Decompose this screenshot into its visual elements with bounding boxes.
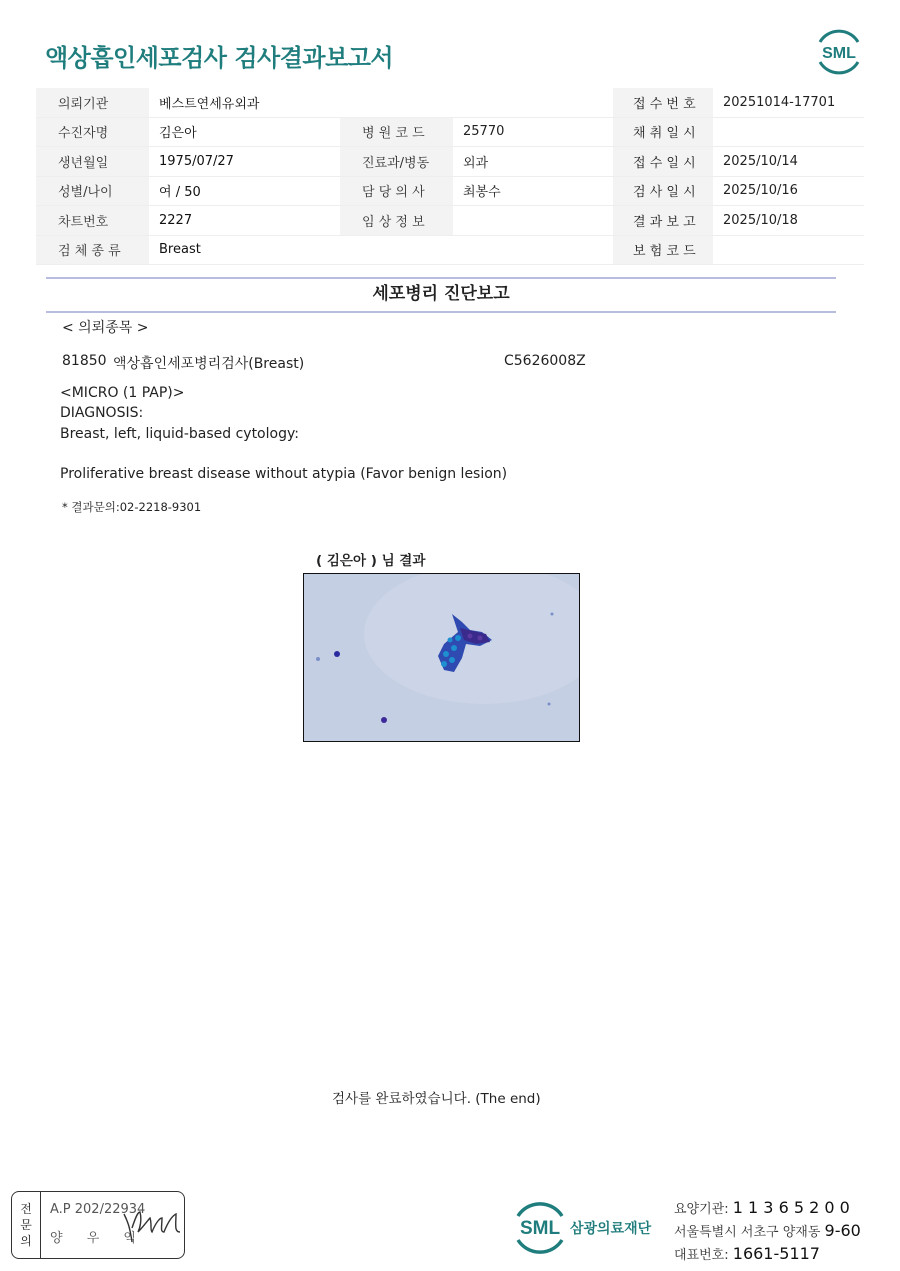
address-value: 9-60 [824,1221,861,1240]
test-name: 액상흡인세포병리검사(Breast) [113,356,305,372]
info-label: 수진자명 [36,117,149,147]
info-value: 2025/10/18 [713,206,864,236]
table-row [36,206,864,236]
info-value: 베스트연세유외과 [149,88,613,117]
table-row [36,176,864,206]
info-value: 김은아 [149,117,340,147]
info-label: 검 체 종 류 [36,235,149,265]
info-value: 최봉수 [453,176,613,206]
institution-code-label: 요양기관: [674,1202,729,1217]
test-code: 81850 [62,353,107,369]
info-label: 병 원 코 드 [340,117,453,147]
table-row [36,235,864,265]
sml-logo-top-text: SML [822,45,856,62]
info-value: 여 / 50 [149,176,340,206]
end-text: 검사를 완료하였습니다. (The end) [332,1091,541,1107]
phone [674,1244,820,1263]
info-label: 결 과 보 고 [613,206,713,236]
report-title: 액상흡인세포검사 검사결과보고서 [45,44,394,72]
sml-logo-bottom [510,1198,570,1256]
section-title: 세포병리 진단보고 [46,277,836,313]
sml-logo-top [812,28,866,76]
sml-logo-bottom-text: SML [519,1218,561,1239]
stamp-side-label [12,1192,41,1258]
info-value: 1975/07/27 [149,147,340,177]
stamp-side-char: 문 [20,1218,32,1232]
request-heading: < 의뢰종목 > [62,320,149,336]
info-value: 20251014-17701 [713,88,864,117]
info-value [713,235,864,265]
info-label: 검 사 일 시 [613,176,713,206]
image-caption: ( 김은아 ) 님 결과 [316,553,426,569]
institution-code [674,1198,850,1217]
specialist-stamp [11,1191,185,1259]
info-label: 채 취 일 시 [613,117,713,147]
info-value: Breast [149,235,613,265]
table-row [36,147,864,177]
table-row [36,88,864,117]
info-label: 진료과/병동 [340,147,453,177]
inquiry-phone: * 결과문의:02-2218-9301 [62,500,202,514]
cytology-image [303,573,580,742]
micro-line: <MICRO (1 PAP)> [60,385,185,401]
info-value: 2227 [149,206,340,236]
table-row [36,117,864,147]
diagnosis-result: Proliferative breast disease without atypia (Favor benign lesion) [60,466,508,482]
info-value: 2025/10/16 [713,176,864,206]
info-value [713,117,864,147]
info-label: 생년월일 [36,147,149,177]
info-label: 성별/나이 [36,176,149,206]
stamp-doctor-name: 양 우 익 [50,1231,146,1246]
address [674,1221,861,1240]
phone-value: 1661-5117 [732,1244,820,1263]
signature-icon [118,1202,184,1252]
info-label: 접 수 일 시 [613,147,713,177]
test-id: C5626008Z [504,353,586,369]
info-label: 임 상 정 보 [340,206,453,236]
institution-code-value: 1 1 3 6 5 2 0 0 [732,1198,850,1217]
info-value: 외과 [453,147,613,177]
info-value [453,206,613,236]
stamp-side-char: 의 [20,1234,32,1248]
patient-info-table [36,88,864,265]
info-label: 의뢰기관 [36,88,149,117]
specimen-line: Breast, left, liquid-based cytology: [60,426,299,442]
info-value: 2025/10/14 [713,147,864,177]
info-value: 25770 [453,117,613,147]
info-label: 담 당 의 사 [340,176,453,206]
phone-label: 대표번호: [674,1248,729,1263]
info-label: 차트번호 [36,206,149,236]
info-label: 접 수 번 호 [613,88,713,117]
stamp-ap-number: A.P 202/22934 [50,1202,146,1217]
foundation-name: 삼광의료재단 [570,1221,652,1237]
stamp-side-char: 전 [20,1202,32,1216]
address-label: 서울특별시 서초구 양재동 [674,1225,821,1240]
info-label: 보 험 코 드 [613,235,713,265]
diagnosis-label: DIAGNOSIS: [60,405,144,421]
